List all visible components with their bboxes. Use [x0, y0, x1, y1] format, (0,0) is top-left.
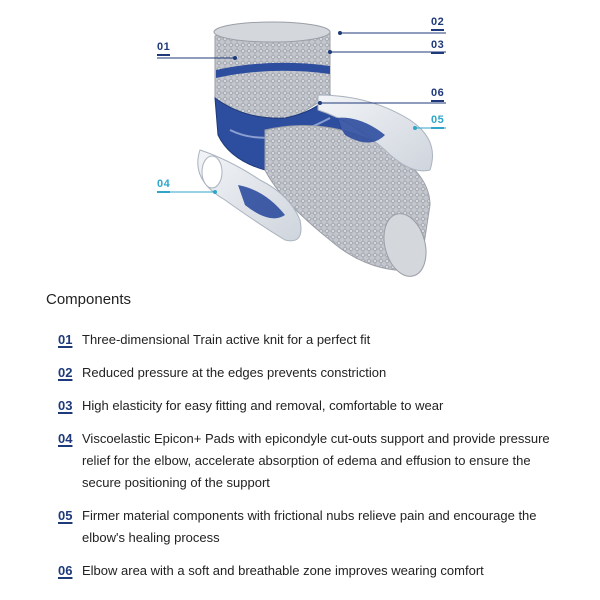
component-number: 04 [58, 431, 73, 446]
callout-01 [157, 41, 170, 56]
component-item-01 [58, 329, 558, 351]
component-number: 02 [58, 365, 73, 380]
callout-05-label: 05 [431, 114, 445, 126]
component-number: 06 [58, 563, 73, 578]
component-item-03 [58, 395, 558, 417]
component-number: 05 [58, 508, 73, 523]
product-illustration [0, 0, 600, 290]
component-text: Three-dimensional Train active knit for a perfect fit [82, 332, 371, 347]
callout-06-label: 06 [431, 87, 445, 99]
component-text: Reduced pressure at the edges prevents constriction [82, 365, 387, 380]
component-item-05 [58, 505, 558, 549]
top-cuff [214, 22, 330, 42]
callout-03-label: 03 [431, 39, 445, 51]
callout-03 [431, 39, 444, 54]
callout-06 [431, 87, 444, 102]
component-text: High elasticity for easy fitting and removal, comfortable to wear [82, 398, 444, 413]
callout-04-label: 04 [157, 178, 171, 190]
callout-02-label: 02 [431, 16, 445, 28]
callout-02 [431, 16, 444, 31]
components-heading: Components [46, 291, 132, 308]
component-text: Elbow area with a soft and breathable zone improves wearing comfort [82, 563, 484, 578]
component-text: Viscoelastic Epicon+ Pads with epicondyle cut-outs support and provide pressure relief for the elbow, accelerate absorption of edema and effusion to ensure the secure positioning of the support [82, 431, 550, 490]
callout-05 [431, 114, 444, 129]
elbow-support-drawing [0, 0, 600, 290]
component-number: 01 [58, 332, 73, 347]
callout-01-label: 01 [157, 41, 171, 53]
callout-04 [157, 178, 170, 193]
component-text: Firmer material components with frictional nubs relieve pain and encourage the elbow's healing process [82, 508, 537, 545]
component-item-04 [58, 428, 558, 494]
component-item-06 [58, 560, 558, 582]
components-list [58, 329, 558, 582]
component-number: 03 [58, 398, 73, 413]
component-item-02 [58, 362, 558, 384]
